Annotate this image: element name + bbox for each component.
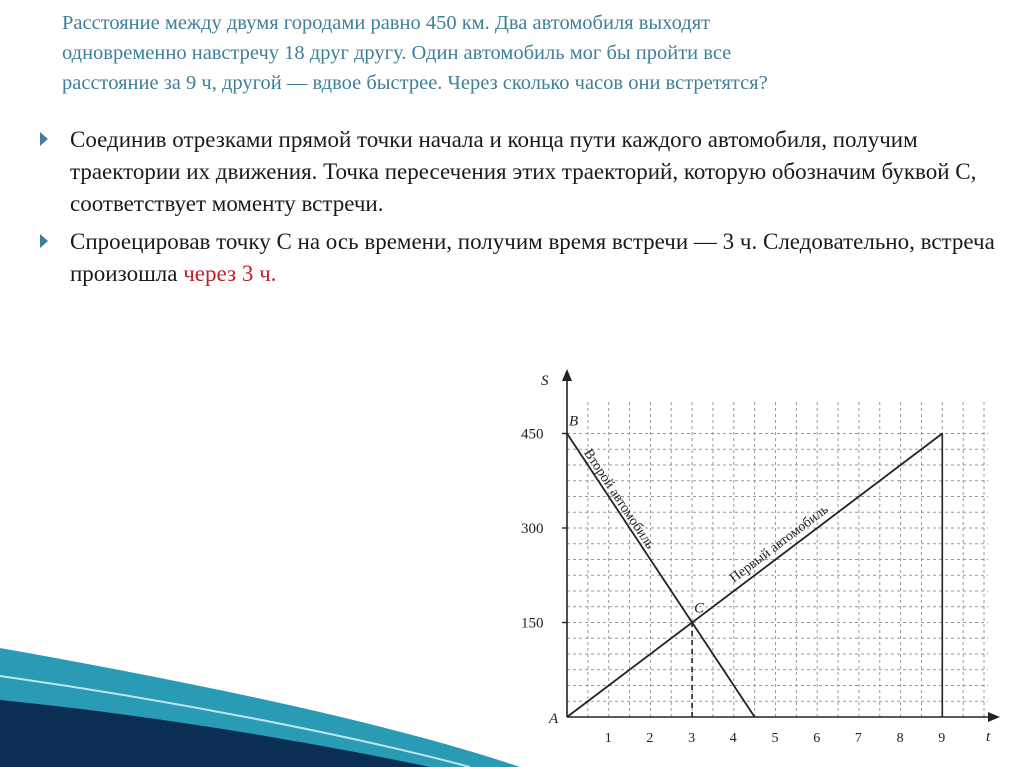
point-label-b: B — [569, 413, 579, 430]
x-tick-label: 7 — [854, 731, 862, 746]
x-tick-label: 9 — [938, 731, 946, 746]
y-axis-label: S — [541, 373, 549, 389]
y-axis-arrow-icon — [562, 369, 572, 381]
problem-line-3: расстояние за 9 ч, другой — вдвое быстрее. Через сколько часов они встретятся? — [62, 72, 768, 94]
x-axis-arrow-icon — [988, 712, 1000, 722]
x-axis-label: t — [986, 729, 991, 745]
point-label-a: A — [549, 711, 559, 727]
motion-graph — [510, 365, 1010, 765]
point-label-c: C — [694, 600, 705, 617]
bullet-text-2: Спроецировав точку С на ось времени, получим время встречи — 3 ч. Следовательно, встреча произошла — [70, 229, 995, 286]
x-tick-label: 4 — [729, 731, 737, 746]
problem-line-1: Расстояние между двумя городами равно 450 км. Два автомобиля выходят — [62, 12, 711, 34]
bullet-arrow-icon — [40, 132, 48, 146]
x-tick-label: 1 — [604, 731, 612, 746]
x-tick-label: 6 — [813, 731, 821, 746]
problem-statement — [62, 8, 982, 98]
series-label-2: Второй автомобиль — [580, 446, 658, 552]
bullet-item-2 — [40, 226, 1000, 290]
y-tick-label: 150 — [521, 615, 544, 632]
x-tick-label: 3 — [688, 731, 696, 746]
solution-bullets — [40, 124, 1000, 296]
x-tick-label: 2 — [646, 731, 654, 746]
series-label-1: Первый автомобиль — [727, 502, 832, 587]
answer-highlight: через 3 ч. — [183, 261, 277, 286]
problem-line-2: одновременно навстречу 18 друг другу. Один автомобиль мог бы пройти все — [62, 42, 732, 64]
bullet-text-1: Соединив отрезками прямой точки начала и конца пути каждого автомобиля, получим траектории их движения. Точка пересечения этих траекторий, которую обозначим буквой С, соответствует моменту встречи. — [70, 127, 977, 216]
bullet-item-1 — [40, 124, 1000, 220]
bullet-arrow-icon — [40, 234, 48, 248]
y-tick-label: 300 — [521, 521, 544, 537]
y-tick-label: 450 — [521, 426, 544, 443]
x-tick-label: 5 — [771, 731, 779, 746]
x-tick-label: 8 — [896, 731, 904, 746]
